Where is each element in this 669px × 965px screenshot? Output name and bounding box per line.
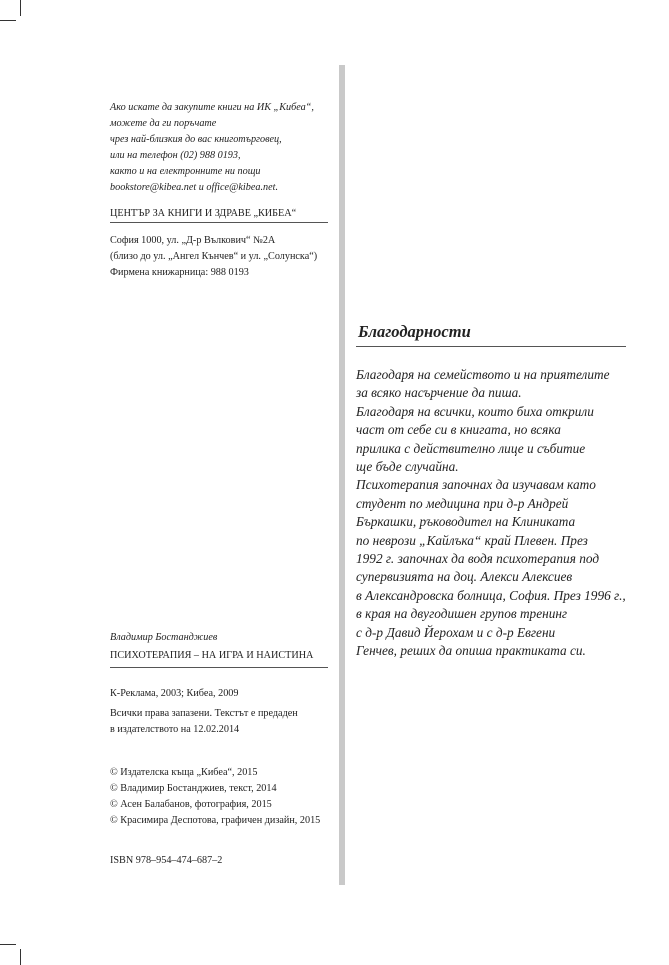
acknowledgement-line: част от себе си в книгата, но всяка (356, 422, 561, 438)
order-info-line: Ако искате да закупите книги на ИК „Кибеа“, (110, 102, 314, 113)
address-line: София 1000, ул. „Д-р Вълкович“ №2А (110, 235, 276, 246)
rights-line: Всички права запазени. Текстът е предаден (110, 708, 298, 719)
acknowledgement-line: в Александровска болница, София. През 1996 г., (356, 587, 626, 603)
copyright-line: © Красимира Деспотова, графичен дизайн, 2015 (110, 815, 321, 826)
crop-mark-top-horizontal (0, 20, 16, 21)
order-info-line: или на телефон (02) 988 0193, (110, 150, 241, 161)
rights (110, 706, 298, 738)
order-info (110, 100, 314, 196)
book-title-rule (110, 667, 328, 668)
order-info-line: чрез най-близкия до вас книготърговец, (110, 134, 282, 145)
order-info-line: bookstore@kibea.net и office@kibea.net. (110, 182, 279, 193)
acknowledgement-line: по неврози „Кайлъка“ край Плевен. През (356, 532, 588, 548)
center-title: ЦЕНТЪР ЗА КНИГИ И ЗДРАВЕ „КИБЕА“ (110, 208, 297, 219)
book-title: ПСИХОТЕРАПИЯ – НА ИГРА И НАИСТИНА (110, 650, 314, 661)
address-line: (близо до ул. „Ангел Кънчев“ и ул. „Солунска“) (110, 251, 318, 262)
acknowledgement-line: Благодаря на семейството и на приятелите (356, 367, 610, 382)
order-info-line: можете да ги поръчате (110, 118, 217, 129)
acknowledgement-line: за всяко насърчение да пиша. (356, 385, 522, 401)
address (110, 233, 317, 281)
acknowledgement-line: Бъркашки, ръководител на Клиниката (356, 514, 576, 530)
copyrights (110, 765, 320, 829)
order-info-line: както и на електронните ни пощи (110, 166, 261, 177)
copyright-line: © Владимир Бостанджиев, текст, 2014 (110, 783, 277, 794)
acknowledgements-text (356, 366, 636, 661)
acknowledgement-line: ще бъде случайна. (356, 459, 459, 475)
isbn: ISBN 978–954–474–687–2 (110, 855, 223, 866)
acknowledgement-line: Благодаря на всички, които биха открили (356, 403, 594, 419)
acknowledgement-line: супервизията на доц. Алекси Алексиев (356, 569, 573, 585)
acknowledgement-line: 1992 г. започнах да водя психотерапия под (356, 551, 600, 567)
crop-mark-bottom-vertical (20, 949, 21, 965)
acknowledgement-line: с д-р Давид Йерохам и с д-р Евгени (356, 624, 556, 640)
crop-mark-top-vertical (20, 0, 21, 16)
author-name: Владимир Бостанджиев (110, 632, 218, 643)
acknowledgement-line: Генчев, реших да опиша практиката си. (356, 643, 586, 659)
crop-mark-bottom-horizontal (0, 944, 16, 945)
acknowledgements-title: Благодарности (358, 322, 471, 341)
acknowledgement-line: в края на двугодишен групов тренинг (356, 606, 568, 622)
column-divider (339, 65, 345, 885)
copyright-line: © Асен Балабанов, фотография, 2015 (110, 799, 272, 810)
acknowledgements-rule (356, 346, 626, 347)
copyright-line: © Издателска къща „Кибеа“, 2015 (110, 767, 258, 778)
center-title-rule (110, 222, 328, 223)
acknowledgement-line: Психотерапия започнах да изучавам като (356, 477, 596, 493)
acknowledgement-line: прилика с действително лице и събитие (356, 440, 586, 456)
acknowledgement-line: студент по медицина при д-р Андрей (356, 495, 569, 511)
rights-line: в издателството на 12.02.2014 (110, 724, 240, 735)
address-line: Фирмена книжарница: 988 0193 (110, 267, 249, 278)
editions: К-Реклама, 2003; Кибеа, 2009 (110, 688, 239, 699)
